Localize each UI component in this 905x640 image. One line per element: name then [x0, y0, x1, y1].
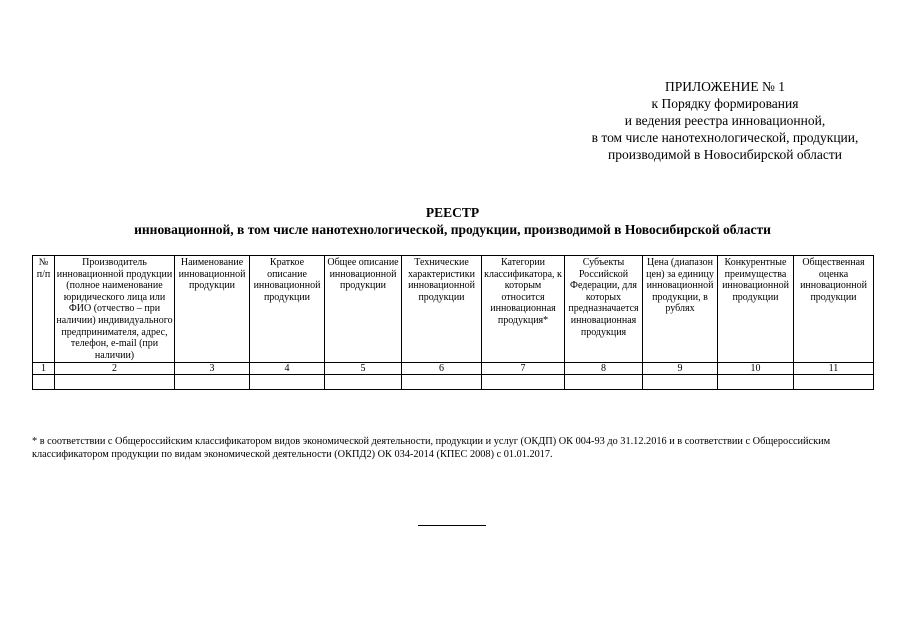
appendix-line: производимой в Новосибирской области	[608, 147, 842, 162]
registry-table	[32, 255, 874, 390]
table-cell	[718, 375, 794, 390]
appendix-heading: ПРИЛОЖЕНИЕ № 1	[664, 79, 786, 94]
appendix-block	[540, 78, 905, 163]
footnote-line: * в соответствии с Общероссийским классификатором видов экономической деятельности, продукции и услуг (ОКДП) ОК 004-93 до 31.12.2016 и в соответствии с Общероссийским	[32, 436, 831, 447]
column-number: 10	[718, 363, 794, 375]
table-cell	[482, 375, 565, 390]
header-cell-product-name: Наименование инновационной продукции	[175, 256, 250, 363]
table-cell	[794, 375, 874, 390]
table-row-empty	[33, 375, 874, 390]
footnote	[32, 435, 882, 461]
column-number: 2	[55, 363, 175, 375]
title-subtitle: инновационной, в том числе нанотехнологической, продукции, производимой в Новосибирской области	[134, 222, 771, 237]
header-cell-regions: Субъекты Российской Федерации, для которых предназначается инновационная продукция	[565, 256, 643, 363]
header-cell-classifier-categories: Категории классификатора, к которым относится инновационная продукция*	[482, 256, 565, 363]
header-cell-price: Цена (диапазон цен) за единицу инновационной продукции, в рублях	[643, 256, 718, 363]
table-cell	[55, 375, 175, 390]
table-cell	[643, 375, 718, 390]
table-cell	[325, 375, 402, 390]
title-main: РЕЕСТР	[425, 205, 480, 220]
table-cell	[33, 375, 55, 390]
column-number: 4	[250, 363, 325, 375]
header-cell-manufacturer: Производитель инновационной продукции (полное наименование юридического лица или ФИО (отчество – при наличии) индивидуального предпринимателя, адрес, телефон, e-mail (при наличии)	[55, 256, 175, 363]
end-divider-line	[418, 525, 486, 526]
column-number: 11	[794, 363, 874, 375]
column-number: 6	[402, 363, 482, 375]
table-cell	[250, 375, 325, 390]
table-cell	[565, 375, 643, 390]
column-number: 9	[643, 363, 718, 375]
footnote-line: классификатором продукции по видам экономической деятельности (ОКПД2) ОК 034-2014 (КПЕС 2008) с 01.01.2017.	[32, 449, 553, 460]
column-number: 3	[175, 363, 250, 375]
column-number: 1	[33, 363, 55, 375]
header-cell-short-description: Краткое описание инновационной продукции	[250, 256, 325, 363]
table-header-row	[33, 256, 874, 363]
table-cell	[402, 375, 482, 390]
header-cell-number: № п/п	[33, 256, 55, 363]
appendix-line: к Порядку формирования	[651, 96, 799, 111]
table-cell	[175, 375, 250, 390]
column-number: 5	[325, 363, 402, 375]
header-cell-competitive-advantages: Конкурентные преимущества инновационной продукции	[718, 256, 794, 363]
header-cell-public-assessment: Общественная оценка инновационной продукции	[794, 256, 874, 363]
header-cell-technical-specs: Технические характеристики инновационной продукции	[402, 256, 482, 363]
column-number: 7	[482, 363, 565, 375]
document-title	[0, 204, 905, 238]
appendix-line: и ведения реестра инновационной,	[624, 113, 826, 128]
column-number-row	[33, 363, 874, 375]
header-cell-general-description: Общее описание инновационной продукции	[325, 256, 402, 363]
column-number: 8	[565, 363, 643, 375]
appendix-line: в том числе нанотехнологической, продукции,	[591, 130, 859, 145]
